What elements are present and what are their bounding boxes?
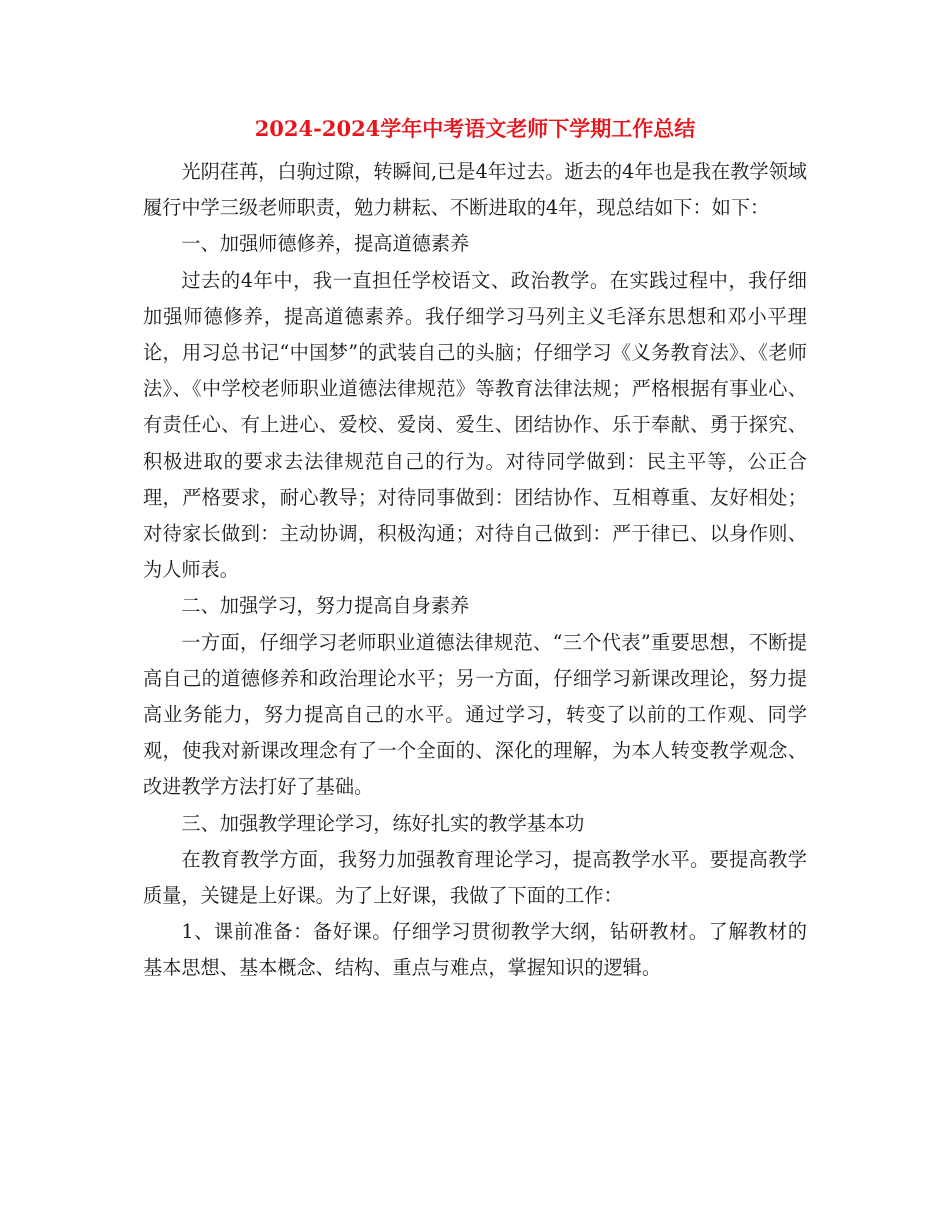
paragraph-item-1: 1、课前准备：备好课。仔细学习贯彻教学大纲，钻研教材。了解教材的基本思想、基本概念、结构、重点与难点，掌握知识的逻辑。 — [143, 920, 807, 980]
document-body — [143, 154, 807, 987]
section-heading-3: 三、加强教学理论学习，练好扎实的教学基本功 — [181, 811, 585, 835]
paragraph-intro: 光阴荏苒，白驹过隙，转瞬间,已是4年过去。逝去的4年也是我在教学领域履行中学三级老师职责，勉力耕耘、不断进取的4年，现总结如下：如下： — [143, 160, 807, 220]
paragraph-section-2: 一方面，仔细学习老师职业道德法律规范、“三个代表”重要思想，不断提高自己的道德修养和政治理论水平；另一方面，仔细学习新课改理论，努力提高业务能力，努力提高自己的水平。通过学习，转变了以前的工作观、同学观，使我对新课改理念有了一个全面的、深化的理解，为本人转变教学观念、改进教学方法打好了基础。 — [143, 630, 807, 799]
paragraph-section-3: 在教育教学方面，我努力加强教育理论学习，提高教学水平。要提高教学质量，关键是上好课。为了上好课，我做了下面的工作： — [143, 847, 807, 908]
section-heading-1: 一、加强师德修养，提高道德素养 — [181, 232, 470, 256]
document-title: 2024-2024学年中考语文老师下学期工作总结 — [254, 116, 696, 141]
paragraph-section-1: 过去的4年中，我一直担任学校语文、政治教学。在实践过程中，我仔细加强师德修养，提高道德素养。我仔细学习马列主义毛泽东思想和邓小平理论，用习总书记“中国梦”的武装自己的头脑；仔细学习《义务教育法》、《老师法》、《中学校老师职业道德法律规范》等教育法律法规；严格根据有事业心、有责任心、有上进心、爱校、爱岗、爱生、团结协作、乐于奉献、勇于探究、积极进取的要求去法律规范自己的行为。对待同学做到：民主平等，公正合理，严格要求，耐心教导；对待同事做到：团结协作、互相尊重、友好相处；对待家长做到：主动协调，积极沟通；对待自己做到：严于律已、以身作则、为人师表。 — [143, 268, 807, 582]
section-heading-2: 二、加强学习，努力提高自身素养 — [181, 594, 470, 618]
